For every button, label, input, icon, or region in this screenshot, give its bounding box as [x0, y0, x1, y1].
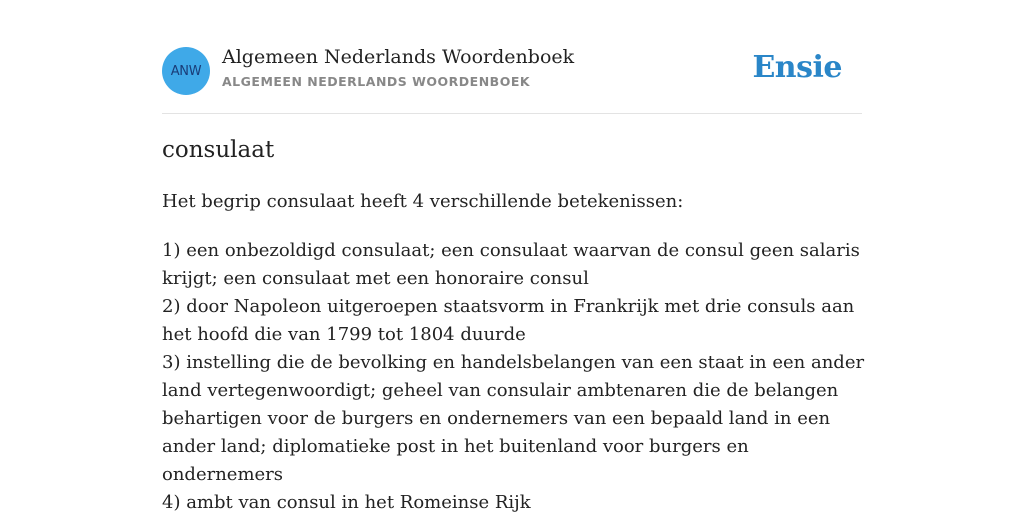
brand-logo[interactable]: Ensie [752, 50, 842, 85]
page-title: consulaat [162, 137, 275, 163]
source-title[interactable]: Algemeen Nederlands Woordenboek [222, 46, 575, 68]
definition-1: 1) een onbezoldigd consulaat; een consulaat waarvan de consul geen salaris krijgt; een consulaat met een honoraire consul [162, 240, 860, 289]
entry-intro: Het begrip consulaat heeft 4 verschillende betekenissen: [162, 191, 684, 212]
source-logo[interactable] [162, 47, 210, 95]
definition-list [162, 237, 867, 517]
source-subtitle: ALGEMEEN NEDERLANDS WOORDENBOEK [222, 74, 531, 89]
header-divider [162, 113, 862, 114]
source-header [162, 46, 862, 96]
definition-2: 2) door Napoleon uitgeroepen staatsvorm in Frankrijk met drie consuls aan het hoofd die van 1799 tot 1804 duurde [162, 296, 855, 345]
source-logo-text: ANW [170, 63, 202, 79]
definition-3: 3) instelling die de bevolking en handelsbelangen van een staat in een ander land vertegenwoordigt; geheel van consulair ambtenaren die de belangen behartigen voor de burgers en ondernemers van een bepaald land in een ander land; diplomatieke post in het buitenland voor burgers en ondernemers [162, 352, 865, 485]
definition-4: 4) ambt van consul in het Romeinse Rijk [162, 492, 531, 513]
